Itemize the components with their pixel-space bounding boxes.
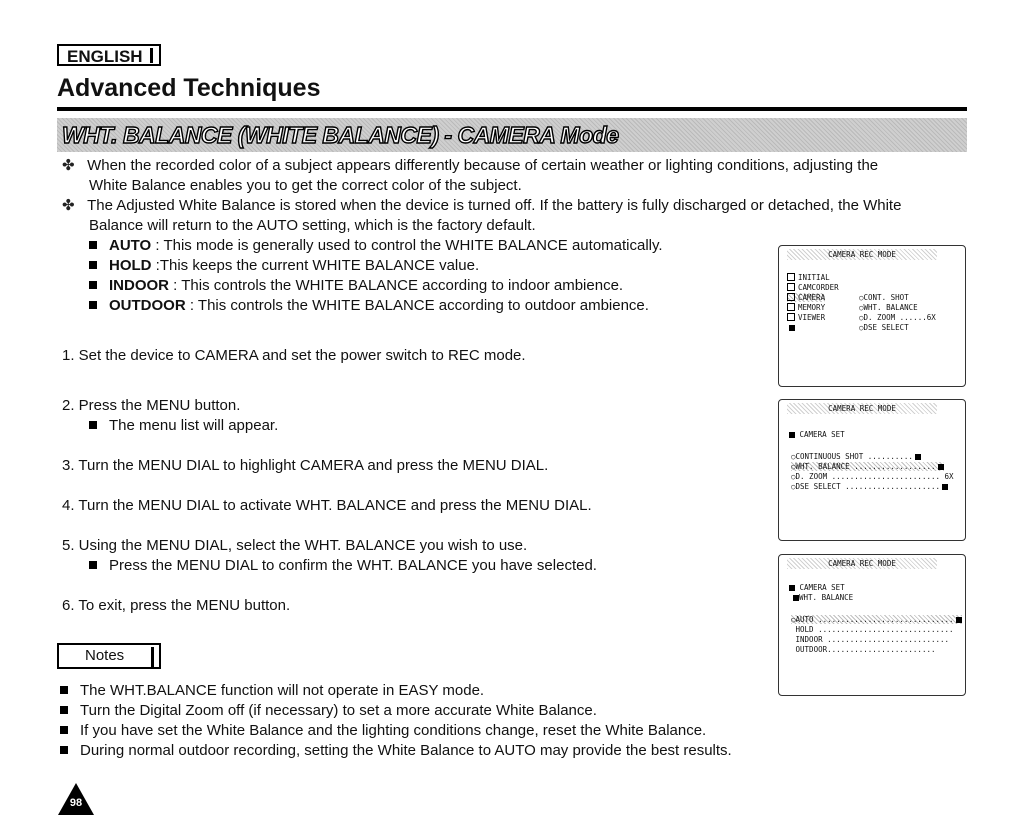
menu-item-highlighted: ○WHT. BALANCE .................. bbox=[791, 462, 944, 471]
step-2: 2. Press the MENU button. bbox=[62, 397, 241, 414]
menu-item: VIEWER bbox=[787, 313, 825, 322]
note-3: If you have set the White Balance and the lighting conditions change, reset the White Balance. bbox=[60, 721, 706, 741]
mode-outdoor: OUTDOOR : This controls the WHITE BALANCE according to outdoor ambience. bbox=[89, 296, 649, 316]
clover-icon: ✤ bbox=[62, 157, 75, 174]
language-label: ENGLISH bbox=[57, 44, 161, 66]
intro-bullet-1: ✤ When the recorded color of a subject appears differently because of certain weather or lighting conditions, adjusting the bbox=[62, 157, 879, 174]
menu-item: MEMORY bbox=[787, 303, 825, 312]
intro-bullet-2-cont: Balance will return to the AUTO setting, which is the factory default. bbox=[89, 217, 536, 234]
menu-screen-header: CAMERA REC MODE bbox=[787, 558, 937, 569]
intro-bullet-1-cont: White Balance enables you to get the correct color of the subject. bbox=[89, 177, 522, 194]
menu-sub-title: CAMERA SET bbox=[787, 430, 845, 439]
note-2: Turn the Digital Zoom off (if necessary) to set a more accurate White Balance. bbox=[60, 701, 597, 721]
menu-sub-title: CAMERA SET bbox=[787, 583, 845, 592]
menu-subitem: ○WHT. BALANCE bbox=[859, 303, 918, 312]
note-1: The WHT.BALANCE function will not operate in EASY mode. bbox=[60, 681, 484, 701]
menu-item: ○DSE SELECT ..................... bbox=[791, 482, 948, 491]
menu-item: HOLD .............................. bbox=[795, 625, 954, 634]
menu-item: INITIAL bbox=[787, 273, 830, 282]
step-5: 5. Using the MENU DIAL, select the WHT. BALANCE you wish to use. bbox=[62, 537, 528, 554]
page-number: 98 bbox=[69, 797, 83, 809]
notes-label: Notes bbox=[57, 643, 161, 669]
menu-screen-1 bbox=[778, 245, 966, 387]
note-4: During normal outdoor recording, setting the White Balance to AUTO may provide the best results. bbox=[60, 741, 732, 761]
menu-subitem: ○CONT. SHOT bbox=[859, 293, 909, 302]
menu-item: INDOOR ........................... bbox=[795, 635, 950, 644]
menu-subitem: ○D. ZOOM ......6X bbox=[859, 313, 936, 322]
mode-indoor: INDOOR : This controls the WHITE BALANCE according to indoor ambience. bbox=[89, 276, 623, 296]
title-rule bbox=[57, 107, 967, 111]
step-5-sub: Press the MENU DIAL to confirm the WHT. BALANCE you have selected. bbox=[89, 556, 597, 576]
menu-sub-title: WHT. BALANCE bbox=[791, 593, 853, 602]
step-6: 6. To exit, press the MENU button. bbox=[62, 597, 291, 614]
page-title: Advanced Techniques bbox=[57, 74, 321, 102]
menu-item: ○CONTINUOUS SHOT .......... bbox=[791, 452, 921, 461]
menu-subitem: ○DSE SELECT bbox=[859, 323, 909, 332]
menu-item: ○D. ZOOM ........................ 6X bbox=[791, 472, 954, 481]
mode-auto: AUTO : This mode is generally used to control the WHITE BALANCE automatically. bbox=[89, 236, 663, 256]
clover-icon: ✤ bbox=[62, 197, 75, 214]
step-1: 1. Set the device to CAMERA and set the power switch to REC mode. bbox=[62, 347, 526, 364]
menu-item-highlighted: CAMERA bbox=[787, 293, 825, 302]
intro-bullet-2: ✤ The Adjusted White Balance is stored when the device is turned off. If the battery is fully discharged or detached, the White bbox=[62, 197, 902, 214]
menu-screen-2 bbox=[778, 399, 966, 541]
mode-hold: HOLD :This keeps the current WHITE BALANCE value. bbox=[89, 256, 479, 276]
menu-screen-header: CAMERA REC MODE bbox=[787, 403, 937, 414]
menu-item: OUTDOOR........................ bbox=[795, 645, 936, 654]
menu-item: CAMCORDER bbox=[787, 283, 839, 292]
step-3: 3. Turn the MENU DIAL to highlight CAMERA and press the MENU DIAL. bbox=[62, 457, 549, 474]
camera-icon bbox=[787, 323, 795, 332]
step-2-sub: The menu list will appear. bbox=[89, 416, 278, 436]
menu-item-highlighted: ○AUTO .............................. bbox=[791, 615, 962, 624]
section-banner-title: WHT. BALANCE (WHITE BALANCE) - CAMERA Mode bbox=[62, 122, 619, 148]
step-4: 4. Turn the MENU DIAL to activate WHT. BALANCE and press the MENU DIAL. bbox=[62, 497, 592, 514]
menu-screen-3 bbox=[778, 554, 966, 696]
menu-screen-header: CAMERA REC MODE bbox=[787, 249, 937, 260]
